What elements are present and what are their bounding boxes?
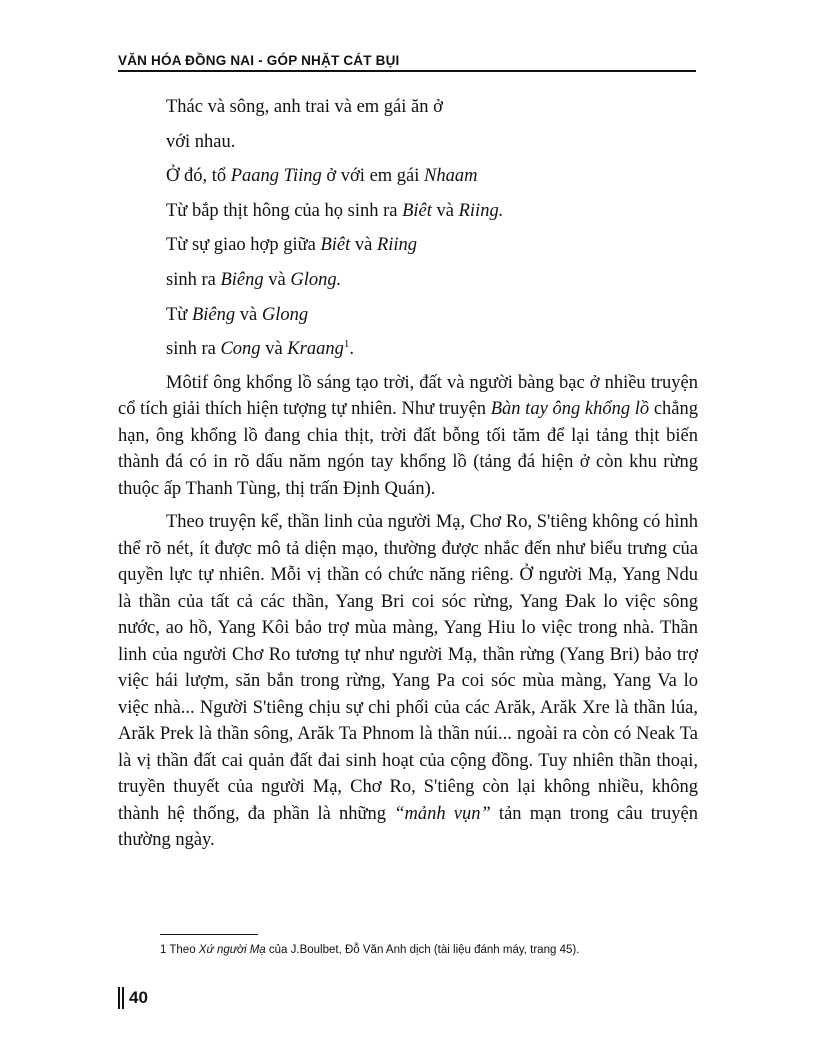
verse-line-7 bbox=[166, 298, 698, 333]
verse-text: . bbox=[349, 339, 354, 360]
verse-text: ở với em gái bbox=[321, 166, 425, 187]
footnote-divider bbox=[160, 934, 258, 935]
verse-text: Từ bbox=[166, 304, 192, 325]
page-number: 40 bbox=[129, 988, 148, 1007]
verse-name-italic: Biêt bbox=[402, 200, 432, 221]
footnote-marker: 1 bbox=[343, 338, 350, 351]
folio-bar bbox=[122, 987, 124, 1009]
verse-name-italic: Cong bbox=[220, 339, 261, 360]
story-title-italic: Bàn tay ông khổng lồ bbox=[490, 399, 650, 420]
footnote-text: của J.Boulbet, Đỗ Văn Anh dịch (tài liệu đánh máy, trang 45). bbox=[265, 944, 580, 956]
verse-name-italic: Riing. bbox=[458, 200, 504, 221]
verse-line-4 bbox=[166, 194, 698, 229]
page-folio bbox=[118, 986, 148, 1010]
verse-text: Từ bắp thịt hông của họ sinh ra bbox=[166, 200, 403, 221]
verse-text: với nhau. bbox=[166, 131, 236, 152]
running-header bbox=[118, 53, 696, 72]
paragraph-text: Môtif ông khổng lồ sáng tạo trời, đất và người bàng bạc ở nhiều truyện cổ tích giải thích hiện tượng tự nhiên. Như truyện bbox=[118, 372, 698, 420]
running-header-title: VĂN HÓA ĐỒNG NAI - GÓP NHẶT CÁT BỤI bbox=[118, 53, 400, 68]
verse-text: và bbox=[350, 235, 377, 256]
verse-text: Từ sự giao hợp giữa bbox=[166, 235, 321, 256]
body-text bbox=[118, 90, 698, 854]
verse-name-italic: Kraang bbox=[287, 339, 344, 360]
paragraph-motif bbox=[118, 370, 698, 503]
footnote-text: 1 Theo bbox=[160, 944, 199, 956]
verse-name-italic: Glong bbox=[261, 304, 309, 325]
folio-bar bbox=[118, 987, 120, 1009]
quoted-phrase-italic: “mảnh vụn” bbox=[394, 803, 491, 824]
verse-text: Thác và sông, anh trai và em gái ăn ở bbox=[166, 97, 443, 117]
verse-line-3 bbox=[166, 159, 698, 194]
verse-name-italic: Nhaam bbox=[424, 166, 478, 187]
verse-text: và bbox=[235, 304, 262, 325]
verse-line-6 bbox=[166, 263, 698, 298]
verse-name-italic: Riing bbox=[376, 235, 418, 256]
verse-line-1 bbox=[166, 90, 698, 125]
verse-text: và bbox=[260, 339, 288, 360]
verse-text: sinh ra bbox=[166, 339, 221, 360]
footnote-book-title: Xứ người Mạ bbox=[198, 944, 266, 956]
verse-text: và bbox=[431, 200, 459, 221]
verse-text: và bbox=[263, 269, 291, 290]
paragraph-text: tản mạn trong câu truyện thường ngày. bbox=[118, 803, 698, 851]
paragraph-text: chẳng hạn, ông khổng lồ đang chia thịt, trời đất bỗng tối tăm để lại tảng thịt biến thành đá có in rõ dấu năm ngón tay khổng lồ (tảng đá hiện ở còn khu rừng thuộc ấp Thanh Tùng, thị trấn Định Quán). bbox=[118, 399, 698, 499]
verse-line-2 bbox=[166, 125, 698, 160]
verse-name-italic: Biêng bbox=[220, 269, 264, 290]
verse-name-italic: Paang Tiing bbox=[230, 166, 322, 187]
verse-line-5 bbox=[166, 228, 698, 263]
verse-name-italic: Biêt bbox=[320, 235, 351, 256]
footnote bbox=[160, 944, 700, 956]
verse-name-italic: Biêng bbox=[191, 304, 236, 325]
verse-text: Ở đó, tổ bbox=[166, 166, 231, 187]
verse-line-8 bbox=[166, 332, 698, 367]
paragraph-deities bbox=[118, 509, 698, 854]
verse-name-italic: Glong. bbox=[290, 269, 342, 290]
verse-text: sinh ra bbox=[166, 269, 221, 290]
paragraph-text: Theo truyện kể, thần linh của người Mạ, Chơ Ro, S'tiêng không có hình thể rõ nét, ít được mô tả diện mạo, thường được nhắc đến như biểu trưng của quyền lực tự nhiên. Mỗi vị thần có chức năng riêng. Ở người Mạ, Yang Ndu là thần của tất cả các thần, Yang Bri coi sóc rừng, Yang Đak lo việc sông nước, ao hồ, Yang Kôi bảo trợ mùa màng, Yang Hiu lo việc trong nhà. Thần linh của người Chơ Ro tương tự như người Mạ, thần rừng (Yang Bri) bảo trợ việc hái lượm, săn bắn trong rừng, Yang Pa coi sóc mùa màng, Yang Va lo việc nhà... Người S'tiêng chịu sự chi phối của các Arăk, Arăk Xre là thần lúa, Arăk Prek là thần sông, Arăk Ta Phnom là thần núi... ngoài ra còn có Neak Ta là vị thần đất cai quản đất đai sinh hoạt của cộng đồng. Tuy nhiên thần thoại, truyền thuyết của người Mạ, Chơ Ro, S'tiêng còn lại không nhiều, không thành hệ thống, đa phần là những bbox=[118, 512, 698, 824]
